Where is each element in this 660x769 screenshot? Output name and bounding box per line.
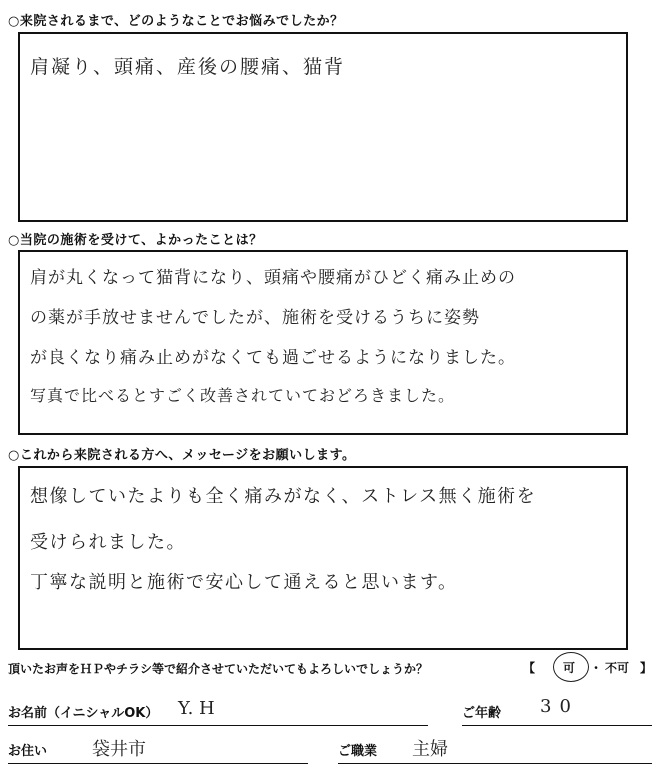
job-label: ご職業 [338,744,378,759]
answer-1-text: 肩凝り、頭痛、産後の腰痛、猫背 [30,56,346,78]
answer-2-line-1: 肩が丸くなって猫背になり、頭痛や腰痛がひどく痛み止めの [30,268,516,288]
question-3: ○これから来院される方へ、メッセージをお願いします。 [8,448,356,463]
job-underline [338,763,652,764]
answer-3-line-1: 想像していたよりも全く痛みがなく、ストレス無く施術を [30,486,537,507]
question-1: ○来院されるまで、どのようなことでお悩みでしたか？ [8,14,344,29]
consent-selection-circle [553,652,589,682]
address-label: お住い [8,744,48,759]
age-value: 30 [540,696,579,717]
address-underline [8,763,308,764]
answer-2-line-4: 写真で比べるとすごく改善されていておどろきました。 [30,386,456,405]
consent-option-yes: 可 [563,661,576,675]
consent-bracket-close: 】 [640,661,653,675]
answer-3-line-3: 丁寧な説明と施術で安心して通えると思います。 [30,572,458,593]
consent-option-no: 不可 [605,661,630,675]
age-underline [462,725,652,726]
address-value: 袋井市 [92,739,146,760]
answer-3-line-2: 受けられました。 [30,532,186,553]
answer-2-line-3: が良くなり痛み止めがなくても過ごせるようになりました。 [30,348,516,368]
consent-question: 頂いたお声をＨＰやチラシ等で紹介させていただいてもよろしいでしょうか？ [8,662,429,676]
consent-separator: ・ [590,661,603,675]
answer-2-line-2: の薬が手放せませんでしたが、施術を受けるうちに姿勢 [30,308,480,328]
job-value: 主婦 [412,739,448,760]
name-value: Y. H [178,698,215,719]
name-label: お名前（イニシャルOK） [8,706,159,721]
question-2: ○当院の施術を受けて、よかったことは？ [8,233,263,248]
name-underline [8,725,428,726]
age-label: ご年齢 [462,706,502,721]
consent-bracket-open: 【 [523,661,536,675]
